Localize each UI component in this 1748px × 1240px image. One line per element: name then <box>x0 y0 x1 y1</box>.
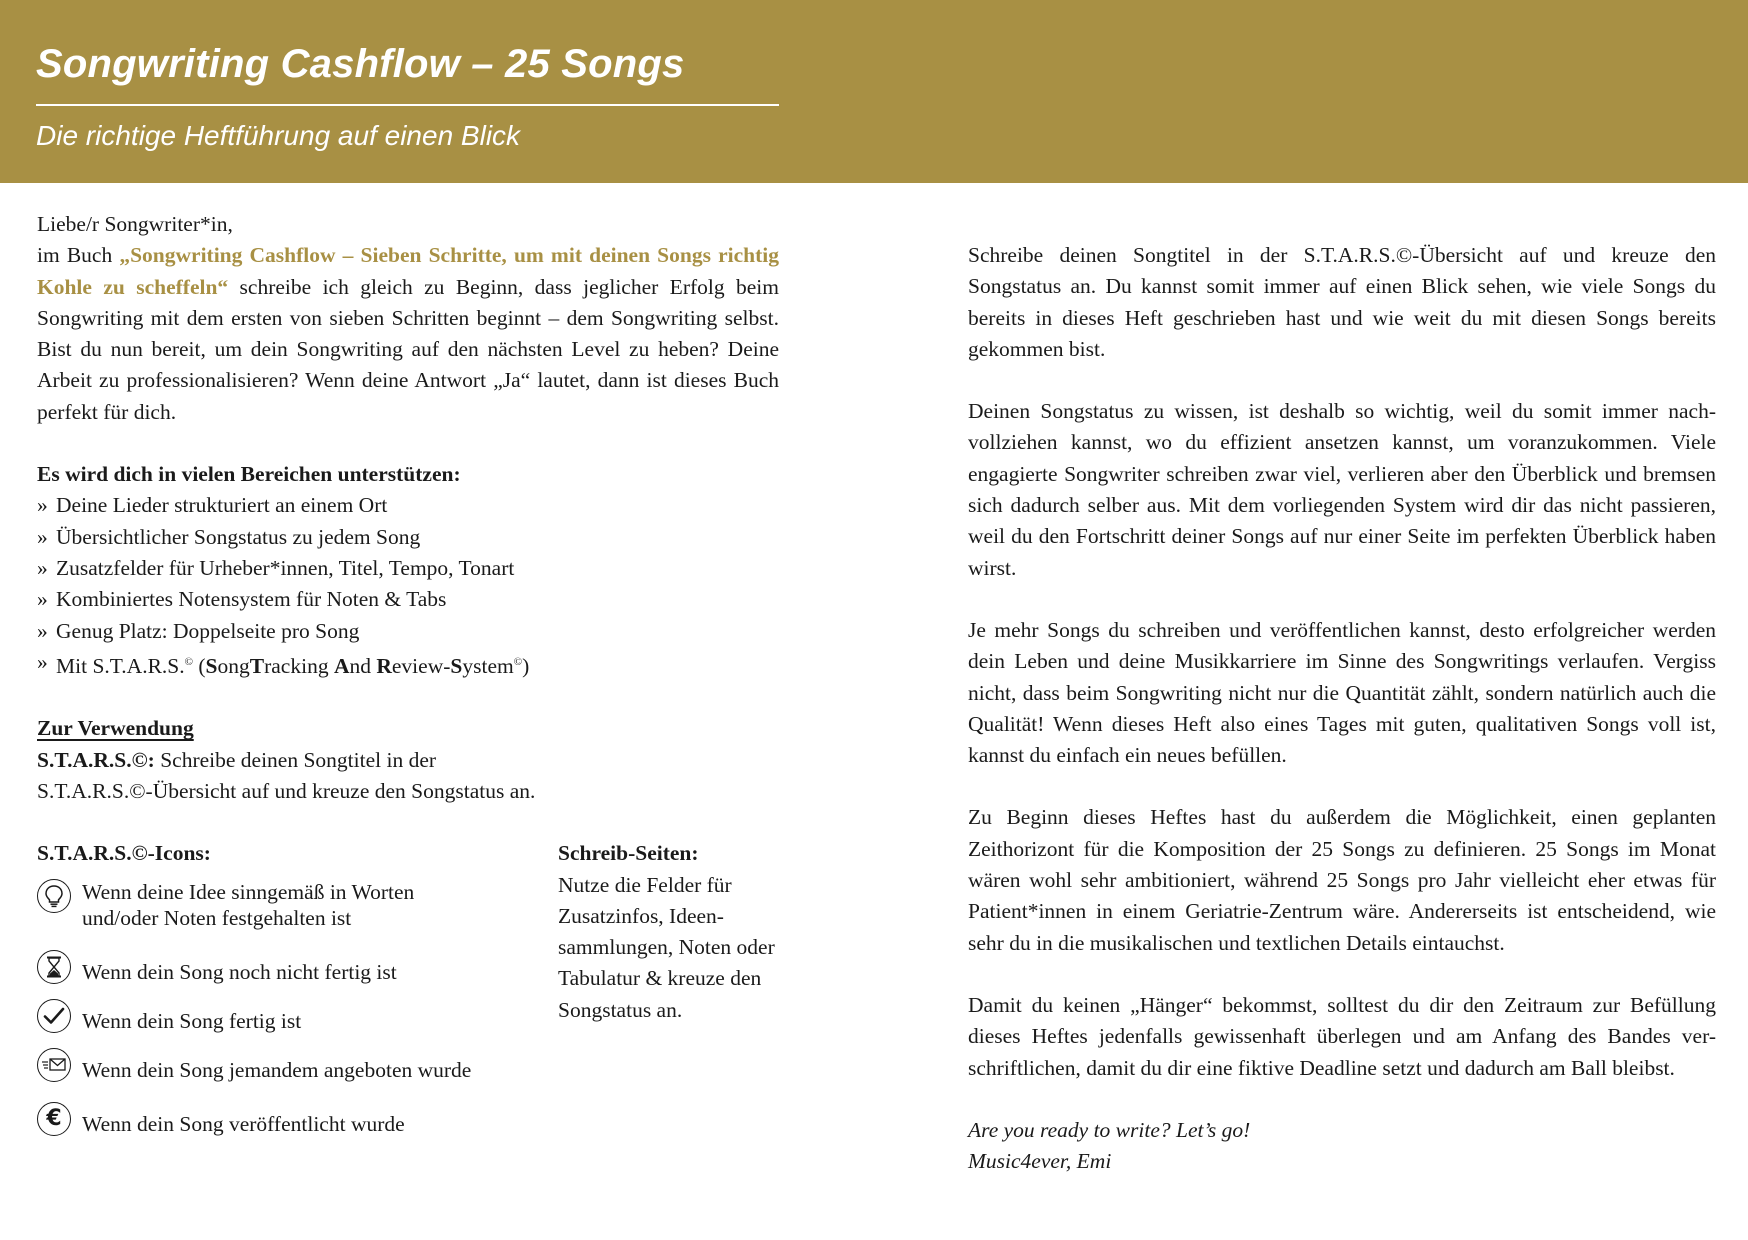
title-underline <box>36 104 779 106</box>
right-column <box>968 240 1716 1177</box>
legend-row-done <box>37 999 301 1034</box>
list-item <box>37 522 779 553</box>
list-item-text: Übersichtlicher Songstatus zu jedem Song <box>56 524 421 549</box>
right-paragraph: Zu Beginn dieses Heftes hast du außerdem die Möglichkeit, einen geplanten Zeithorizont für die Komposition der 25 Songs zu definieren. 25 Songs im Monat wären wohl sehr ambitioniert, während 25 Songs pro Jahr vielleicht eher etwas für Patient*innen in einem Geriatrie-Zentrum wäre. Andererseits ist entscheidend, wie sehr du in die musikalischen und textlichen Details eintauchst. <box>968 805 1716 955</box>
right-paragraph: Damit du keinen „Hänger“ bekommst, solltest du dir den Zeitraum zur Befüllung dieses Heftes jedenfalls gewissenhaft überlegen und am Anfang des Bandes ver-schriftlichen, damit du dir eine fiktive Deadline setzt und dadurch am Ball bleibst. <box>968 992 1716 1080</box>
stars-label: S.T.A.R.S.©: <box>37 747 155 772</box>
euro-icon: € <box>37 1102 71 1136</box>
right-paragraph: Deinen Songstatus zu wissen, ist deshalb so wichtig, weil du somit immer nach-vollziehen kannst, wo du effizient ansetzen kannst, um voranzukommen. Viele engagierte Songwriter schreiben zwar viel, verlieren aber den Überblick und bremsen sich dadurch selber aus. Mit dem vorliegenden System wird dir das nicht passieren, weil du den Fortschritt deiner Songs auf nur einer Seite im perfekten Überblick haben wirst. <box>968 399 1716 580</box>
intro-paragraph <box>37 240 779 428</box>
page-title: Songwriting Cashflow – 25 Songs <box>36 42 685 86</box>
right-paragraph: Je mehr Songs du schreiben und veröffentlichen kannst, desto erfolgreicher werden dein Leben und deine Musikkarriere im Sinne des Songwritings verlaufen. Vergiss nicht, dass beim Songwriting nicht nur die Quantität zählt, sondern natürlich auch die Qualität! Wenn dieses Heft also eines Tages mit guten, qualitativen Songs voll ist, kannst du einfach ein neues befüllen. <box>968 617 1716 768</box>
list-item-text: Kombiniertes Notensystem für Noten & Tabs <box>56 587 447 612</box>
legend-text-offered: Wenn dein Song jemandem angeboten wurde <box>82 1058 472 1083</box>
icons-heading: S.T.A.R.S.©-Icons: <box>37 841 211 866</box>
bullet-mark: » <box>37 618 48 643</box>
list-item-stars: » Mit S.T.A.R.S.© (SongTracking And Review-System©) <box>37 647 779 682</box>
intro-rest: schreibe ich gleich zu Beginn, dass jeglicher Erfolg beim Songwriting mit dem ersten von sieben Schritten beginnt – dem Songwriting selbst. Bist du nun bereit, um dein Songwriting auf den nächsten Level zu heben? Deine Arbeit zu professionalisieren? Wenn deine Antwort „Ja“ lautet, dann ist dieses Buch perfekt für dich. <box>37 274 779 424</box>
right-paragraph: Schreibe deinen Songtitel in der S.T.A.R.S.©-Übersicht auf und kreuze den Songstatus an. Du kannst somit immer auf einen Blick sehen, wie viele Songs du bereits in dieses Heft geschrieben hast und wie weit du mit diesen Songs bereits gekommen bist. <box>968 243 1716 361</box>
intro-start: im Buch <box>37 243 120 268</box>
book-title-link: „Songwriting Cashflow – Sieben Schritte, um mit deinen Songs richtig Kohle zu scheffeln“ <box>37 243 779 299</box>
page-subtitle: Die richtige Heftführung auf einen Blick <box>36 120 521 151</box>
bullet-mark: » <box>37 493 48 518</box>
legend-text-idea: Wenn deine Idee sinngemäß in Worten und/oder Noten festgehalten ist <box>82 880 415 931</box>
hourglass-icon <box>37 950 71 984</box>
support-list <box>37 490 779 682</box>
lightbulb-icon <box>37 879 71 913</box>
left-column <box>37 209 779 1218</box>
legend-row-offered <box>37 1048 471 1083</box>
usage-text: S.T.A.R.S.©: Schreibe deinen Songtitel in der <box>37 747 437 772</box>
legend-row-published <box>37 1102 405 1137</box>
write-pages-heading: Schreib-Seiten: <box>558 841 699 866</box>
bullet-mark: » <box>37 649 48 674</box>
legend-text-done: Wenn dein Song fertig ist <box>82 1009 302 1034</box>
bullet-mark: » <box>37 587 48 612</box>
stars-icons-legend <box>37 838 547 1137</box>
list-item <box>37 490 779 521</box>
list-item-text: Deine Lieder strukturiert an einem Ort <box>56 493 388 518</box>
envelope-icon <box>37 1048 71 1082</box>
support-heading: Es wird dich in vielen Bereichen unterstützen: <box>37 462 461 487</box>
legend-text-in-progress: Wenn dein Song noch nicht fertig ist <box>82 960 397 985</box>
write-pages-section <box>558 838 780 1026</box>
signature: Music4ever, Emi <box>968 1149 1112 1174</box>
write-pages-text: Nutze die Felder für Zusatzinfos, Ideen-sammlungen, Noten oder Tabulatur & kreuze den Songstatus an. <box>558 872 775 1022</box>
legend-text-published: Wenn dein Song veröffentlicht wurde <box>82 1112 405 1137</box>
header-banner <box>0 0 1748 183</box>
legend-row-idea <box>37 879 452 931</box>
usage-heading: Zur Verwendung <box>37 716 194 741</box>
checkmark-icon <box>37 999 71 1033</box>
bullet-mark: » <box>37 555 48 580</box>
list-item <box>37 553 779 584</box>
list-item-text: Zusatzfelder für Urheber*innen, Titel, Tempo, Tonart <box>56 555 515 580</box>
usage-text-line2: S.T.A.R.S.©-Übersicht auf und kreuze den Songstatus an. <box>37 778 536 803</box>
greeting: Liebe/r Songwriter*in, <box>37 212 233 236</box>
icons-and-write-section <box>37 838 779 1218</box>
list-item <box>37 616 779 647</box>
bullet-mark: » <box>37 524 48 549</box>
list-item-text: Genug Platz: Doppelseite pro Song <box>56 618 360 643</box>
closing-line: Are you ready to write? Let’s go! <box>968 1117 1251 1142</box>
list-item <box>37 584 779 615</box>
legend-row-in-progress <box>37 950 397 985</box>
